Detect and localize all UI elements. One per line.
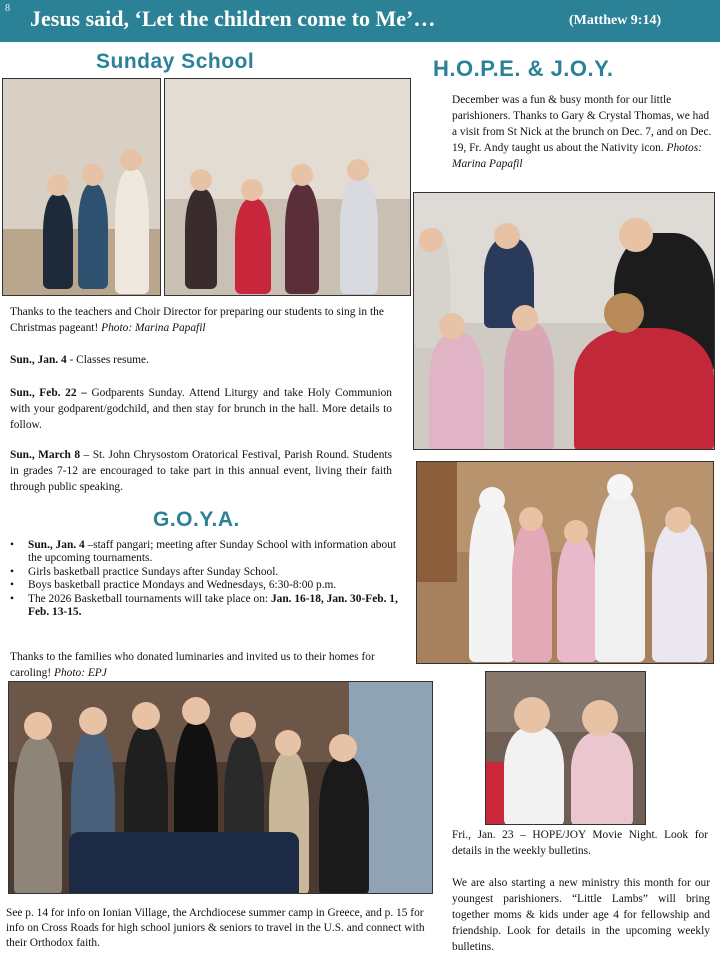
goya-item-text: Boys basketball practice Mondays and Wednesdays, 6:30-8:00 p.m.	[28, 579, 337, 592]
banner-quote: Jesus said, ‘Let the children come to Me’…	[30, 6, 436, 31]
sunday-school-event	[10, 352, 392, 368]
event-text: - Classes resume.	[66, 354, 149, 366]
caroling-caption-text: Thanks to the families who donated luminaries and invited us to their homes for caroling!	[10, 651, 375, 679]
caroling-caption	[10, 649, 406, 681]
choir-photo-right	[164, 78, 411, 296]
event-text: Godparents Sunday. Attend Liturgy and take Holy Communion with your godparent/godchild, and then stay for brunch in the hall. More details to follow.	[10, 387, 393, 431]
caroling-caption-credit: Photo: EPJ	[53, 667, 107, 679]
event-date: Sun., March 8	[10, 449, 81, 461]
goya-list	[10, 539, 405, 619]
hope-joy-intro	[452, 92, 714, 172]
sunday-school-event	[10, 447, 392, 495]
goya-item-text: Girls basketball practice Sundays after Sunday School.	[28, 565, 279, 578]
choir-photo-left	[2, 78, 161, 296]
page-number: 8	[5, 3, 10, 14]
goya-item-dates: Jan. 16-18, Jan. 30-Feb. 1, Feb. 13-15.	[28, 592, 398, 619]
title-banner	[0, 0, 720, 42]
nativity-lesson-photo	[413, 192, 715, 450]
goya-heading: G.O.Y.A.	[153, 508, 240, 531]
hope-joy-girls-photo	[485, 671, 646, 825]
goya-item-date: Sun., Jan. 4	[28, 539, 85, 551]
choir-caption	[10, 304, 406, 336]
hope-joy-party-photo	[416, 461, 714, 664]
goya-item-text: The 2026 Basketball tournaments will take place on:	[28, 592, 271, 605]
event-date: Sun., Feb. 22 –	[10, 387, 87, 399]
sunday-school-heading: Sunday School	[96, 50, 255, 73]
goya-item	[10, 579, 405, 592]
goya-item	[10, 593, 405, 620]
movie-night: Fri., Jan. 23 – HOPE/JOY Movie Night. Look for details in the weekly bulletins.	[452, 829, 708, 857]
goya-item-text: –staff pangari; meeting after Sunday School with information about the upcoming tournaments.	[28, 539, 397, 565]
goya-item	[10, 539, 405, 566]
footer-note: See p. 14 for info on Ionian Village, the Archdiocese summer camp in Greece, and p. 15 for info on Cross Roads for high school juniors & seniors to travel in the U.S. and connect with their Orthodox faith.	[6, 907, 425, 949]
choir-caption-text: Thanks to the teachers and Choir Director for preparing our students to sing in the Christmas pageant!	[10, 306, 384, 334]
event-date: Sun., Jan. 4	[10, 354, 67, 366]
hope-joy-heading: H.O.P.E. & J.O.Y.	[433, 56, 614, 81]
goya-item	[10, 566, 405, 579]
banner-reference: (Matthew 9:14)	[569, 13, 662, 28]
hope-joy-intro-text: December was a fun & busy month for our little parishioners. Thanks to Gary & Crystal Thomas, we had a visit from St Nick at the brunch on Dec. 7, and on Dec. 19, Fr. Andy taught us about the Nativity icon.	[452, 94, 712, 154]
event-text: – St. John Chrysostom Oratorical Festival, Parish Round. Students in grades 7-12 are encouraged to take part in this annual event, living their faith through public speaking.	[10, 449, 393, 493]
sunday-school-event	[10, 385, 392, 433]
little-lambs-ministry: We are also starting a new ministry this month for our youngest parishioners. “Little Lambs” will bring together moms & kids under age 4 for fellowship and friendship. Look for details in the upcoming weekly bulletins.	[452, 877, 710, 953]
hope-joy-intro-credit: Photos: Marina Papafil	[452, 142, 702, 170]
choir-caption-credit: Photo: Marina Papafil	[101, 322, 206, 334]
caroling-photo	[8, 681, 433, 894]
